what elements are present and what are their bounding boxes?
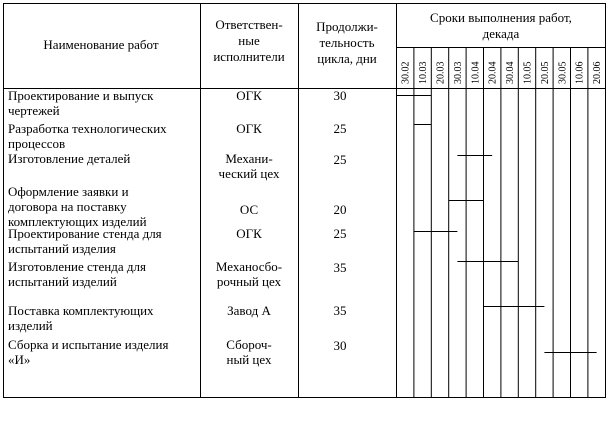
- duration-days: 30: [333, 88, 347, 103]
- header-terms-line2: декада: [482, 26, 520, 41]
- responsible: Завод А: [227, 303, 271, 318]
- date-label: 10.05: [522, 61, 534, 84]
- work-name: «И»: [8, 352, 31, 367]
- date-label: 30.05: [557, 61, 569, 84]
- work-name: чертежей: [8, 103, 60, 118]
- work-name: договора на поставку: [8, 199, 127, 214]
- date-label: 20.03: [435, 61, 447, 84]
- responsible: ческий цех: [218, 166, 280, 181]
- work-name: Оформление заявки и: [8, 184, 129, 199]
- duration-days: 35: [333, 303, 347, 318]
- date-label: 30.02: [400, 61, 412, 84]
- responsible: ОГК: [236, 226, 262, 241]
- header-responsible-line1: Ответствен-: [215, 17, 283, 32]
- table-body: [8, 88, 347, 367]
- date-label: 30.04: [505, 61, 517, 84]
- work-name: Изготовление деталей: [8, 151, 131, 166]
- work-name: испытаний изделий: [8, 274, 117, 289]
- duration-days: 25: [333, 152, 347, 167]
- duration-days: 30: [333, 338, 347, 353]
- header-responsible-line3: исполнители: [213, 49, 285, 64]
- date-column-lines: [414, 48, 588, 398]
- work-name: Разработка технологических: [8, 121, 167, 136]
- responsible: Механи-: [225, 151, 273, 166]
- header-duration-line1: Продолжи-: [316, 19, 378, 34]
- work-name: испытаний изделия: [8, 241, 116, 256]
- header-terms-line1: Сроки выполнения работ,: [430, 10, 572, 25]
- work-name: комплектующих изделий: [8, 214, 147, 229]
- header-responsible-line2: ные: [238, 33, 260, 48]
- duration-days: 20: [333, 202, 347, 217]
- work-name: изделий: [8, 318, 53, 333]
- responsible: Механосбо-: [215, 259, 283, 274]
- work-name: Изготовление стенда для: [8, 259, 146, 274]
- header-duration-line3: цикла, дни: [317, 51, 377, 66]
- work-name: Проектирование и выпуск: [8, 88, 154, 103]
- duration-days: 35: [333, 260, 347, 275]
- responsible: ОГК: [236, 121, 262, 136]
- responsible: Сбороч-: [226, 337, 272, 352]
- date-label: 30.03: [452, 61, 464, 84]
- work-name: процессов: [8, 136, 66, 151]
- date-label: 20.04: [487, 61, 499, 84]
- work-name: Поставка комплектующих: [8, 303, 154, 318]
- responsible: рочный цех: [216, 274, 282, 289]
- date-label: 20.05: [539, 61, 551, 84]
- gantt-bars: [397, 96, 597, 353]
- responsible: ОС: [239, 202, 259, 217]
- responsible: ный цех: [226, 352, 272, 367]
- work-name: Проектирование стенда для: [8, 226, 162, 241]
- responsible: ОГК: [236, 88, 262, 103]
- header-work: Наименование работ: [43, 37, 159, 52]
- header-duration-line2: тельность: [319, 35, 375, 50]
- work-name: Сборка и испытание изделия: [8, 337, 169, 352]
- date-label: 10.03: [418, 61, 430, 84]
- duration-days: 25: [333, 226, 347, 241]
- date-label: 10.04: [470, 61, 482, 84]
- date-label: 10.06: [574, 61, 586, 84]
- date-label: 20.06: [592, 61, 604, 84]
- duration-days: 25: [333, 121, 347, 136]
